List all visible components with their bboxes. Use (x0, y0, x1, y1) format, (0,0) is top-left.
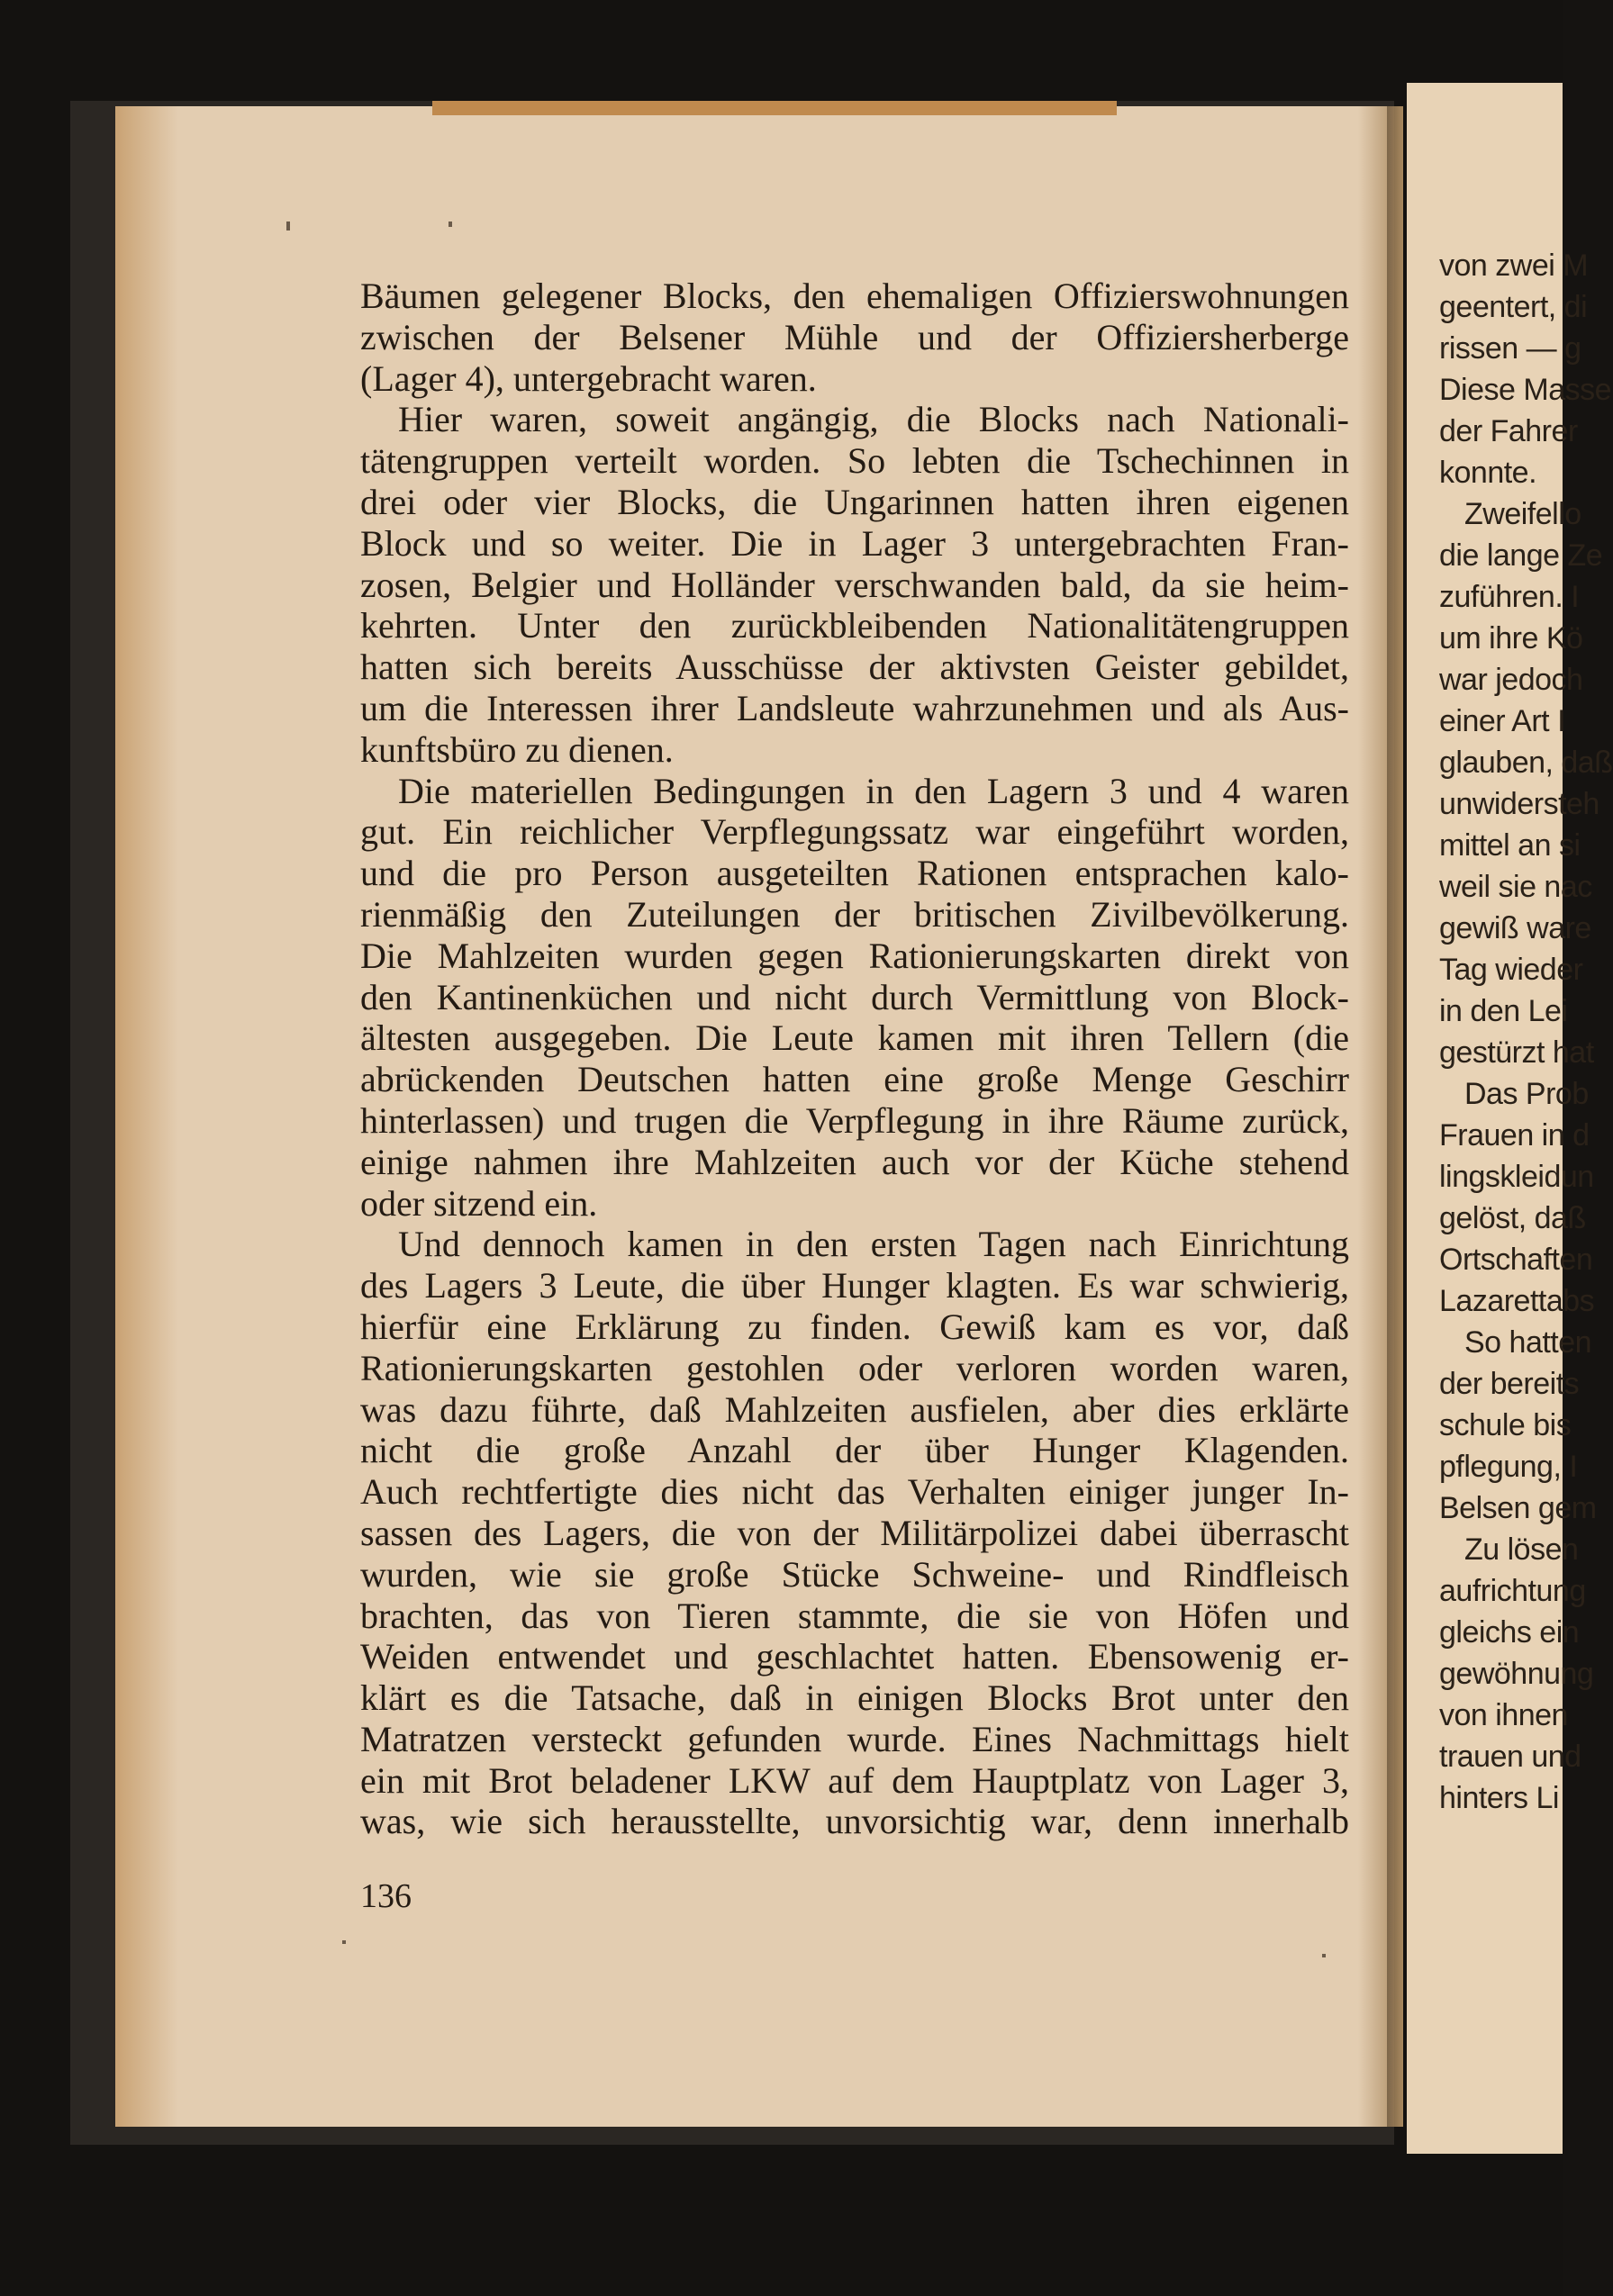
text-line: gewiß ware (1439, 911, 1591, 945)
text-line: So hatten (1464, 1325, 1592, 1360)
text-line: Die materiellen Bedingungen in den Lagern 3 und 4 waren (398, 770, 1349, 811)
text-line: Auch rechtfertigte dies nicht das Verhalten einiger junger In- (360, 1471, 1349, 1513)
text-line: Rationierungskarten gestohlen oder verloren worden waren, (360, 1347, 1349, 1388)
text-line: Zu lösen (1464, 1532, 1579, 1567)
text-line: um ihre Kö (1439, 621, 1583, 655)
text-line: und die pro Person ausgeteilten Rationen entsprachen kalo- (360, 853, 1349, 894)
text-line: den Kantinenküchen und nicht durch Vermittlung von Block- (360, 976, 1349, 1017)
paper-speck (286, 221, 290, 231)
page-number: 136 (360, 1877, 412, 1915)
text-line: in den Lei (1439, 994, 1568, 1028)
text-line: der bereits (1439, 1367, 1580, 1401)
text-line: gut. Ein reichlicher Verpflegungssatz war eingeführt worden, (360, 811, 1349, 853)
text-line: unwidersteh (1439, 787, 1599, 821)
text-line: ältesten ausgegeben. Die Leute kamen mit ihren Tellern (die (360, 1017, 1349, 1059)
text-line: ein mit Brot beladener LKW auf dem Hauptplatz von Lager 3, (360, 1759, 1349, 1801)
text-line: hatten sich bereits Ausschüsse der aktivsten Geister gebildet, (360, 646, 1349, 688)
right-page-partial (1407, 83, 1613, 2154)
text-line: rissen — g (1439, 331, 1581, 366)
text-line: Tag wieder (1439, 953, 1583, 987)
page-gutter (1358, 106, 1403, 2127)
text-line: klärt es die Tatsache, daß in einigen Blocks Brot unter den (360, 1677, 1349, 1719)
text-line: wurden, wie sie große Stücke Schweine- und Rindfleisch (360, 1553, 1349, 1595)
text-line: kunftsbüro zu dienen. (360, 728, 674, 770)
text-line: lingskleidun (1439, 1160, 1594, 1194)
text-line: weil sie nac (1439, 870, 1592, 904)
text-line: die lange Ze (1439, 538, 1603, 573)
text-line: rienmäßig den Zuteilungen der britischen Zivilbevölkerung. (360, 893, 1349, 935)
text-line: hinterlassen) und trugen die Verpflegung in ihre Räume zurück, (360, 1099, 1349, 1141)
text-line: abrückenden Deutschen hatten eine große Menge Geschirr (360, 1059, 1349, 1100)
text-line: Block und so weiter. Die in Lager 3 untergebrachten Fran- (360, 522, 1349, 564)
text-line: von zwei M (1439, 249, 1589, 283)
text-line: Zweifello (1464, 497, 1581, 531)
text-line: Lazarettabs (1439, 1284, 1595, 1318)
text-line: konnte. (1439, 456, 1537, 490)
text-line: aufrichtung (1439, 1574, 1586, 1608)
text-line: Bäumen gelegener Blocks, den ehemaligen Offizierswohnungen (360, 276, 1349, 316)
text-line: was dazu führte, daß Mahlzeiten ausfielen, aber dies erklärte (360, 1388, 1349, 1430)
text-line: Belsen gem (1439, 1491, 1597, 1525)
text-line: geentert, di (1439, 290, 1588, 324)
page-body-text (360, 276, 1349, 1842)
text-line: oder sitzend ein. (360, 1182, 598, 1224)
text-line: (Lager 4), untergebracht waren. (360, 357, 817, 399)
text-line: einer Art I (1439, 704, 1566, 738)
text-line: schule bis (1439, 1408, 1572, 1442)
text-line: tätengruppen verteilt worden. So lebten die Tschechinnen in (360, 440, 1349, 482)
text-line: pflegung, I (1439, 1450, 1578, 1484)
text-line: zwischen der Belsener Mühle und der Offiziersherberge (360, 316, 1349, 357)
text-line: nicht die große Anzahl der über Hunger Klagenden. (360, 1430, 1349, 1471)
page-edge-shadow (115, 106, 178, 2127)
text-line: Das Prob (1464, 1077, 1589, 1111)
text-line: was, wie sich herausstellte, unvorsichtig war, denn innerhalb (360, 1801, 1349, 1842)
paper-speck (1322, 1954, 1326, 1957)
page-top-discoloration (432, 101, 1117, 115)
text-line: Frauen in d (1439, 1118, 1590, 1153)
text-line: einige nahmen ihre Mahlzeiten auch vor der Küche stehend (360, 1141, 1349, 1182)
text-line: hinters Li (1439, 1781, 1559, 1815)
paper-speck (342, 1940, 346, 1944)
text-line: Die Mahlzeiten wurden gegen Rationierungskarten direkt von (360, 935, 1349, 976)
text-line: mittel an si (1439, 828, 1581, 863)
text-line: gelöst, daß (1439, 1201, 1586, 1235)
text-line: trauen und (1439, 1740, 1581, 1774)
text-line: hierfür eine Erklärung zu finden. Gewiß kam es vor, daß (360, 1306, 1349, 1347)
text-line: sassen des Lagers, die von der Militärpolizei dabei überrascht (360, 1512, 1349, 1553)
text-line: gestürzt hat (1439, 1035, 1594, 1070)
text-line: drei oder vier Blocks, die Ungarinnen hatten ihren eigenen (360, 481, 1349, 522)
text-line: gleichs ein (1439, 1615, 1580, 1650)
text-line: war jedoch (1439, 663, 1583, 697)
text-line: Diese Masse (1439, 373, 1612, 407)
text-line: Matratzen versteckt gefunden wurde. Eines Nachmittags hielt (360, 1718, 1349, 1759)
text-line: Ortschaften (1439, 1243, 1593, 1277)
text-line: brachten, das von Tieren stammte, die sie von Höfen und (360, 1595, 1349, 1636)
text-line: Weiden entwendet und geschlachtet hatten. Ebensowenig er- (360, 1636, 1349, 1677)
text-line: von ihnen (1439, 1698, 1568, 1732)
text-line: Hier waren, soweit angängig, die Blocks nach Nationali- (398, 399, 1349, 440)
text-line: gewöhnung (1439, 1657, 1594, 1691)
right-page-text (1439, 245, 1613, 1819)
text-line: glauben, daß (1439, 746, 1613, 780)
text-line: der Fahrer (1439, 414, 1578, 448)
text-line: Und dennoch kamen in den ersten Tagen nach Einrichtung (398, 1224, 1349, 1265)
text-line: zosen, Belgier und Holländer verschwanden bald, da sie heim- (360, 564, 1349, 605)
text-line: um die Interessen ihrer Landsleute wahrzunehmen und als Aus- (360, 687, 1349, 728)
text-line: kehrten. Unter den zurückbleibenden Nationalitätengruppen (360, 605, 1349, 646)
paper-speck (449, 221, 452, 227)
text-line: zuführen. I (1439, 580, 1580, 614)
text-line: des Lagers 3 Leute, die über Hunger klagten. Es war schwierig, (360, 1265, 1349, 1306)
